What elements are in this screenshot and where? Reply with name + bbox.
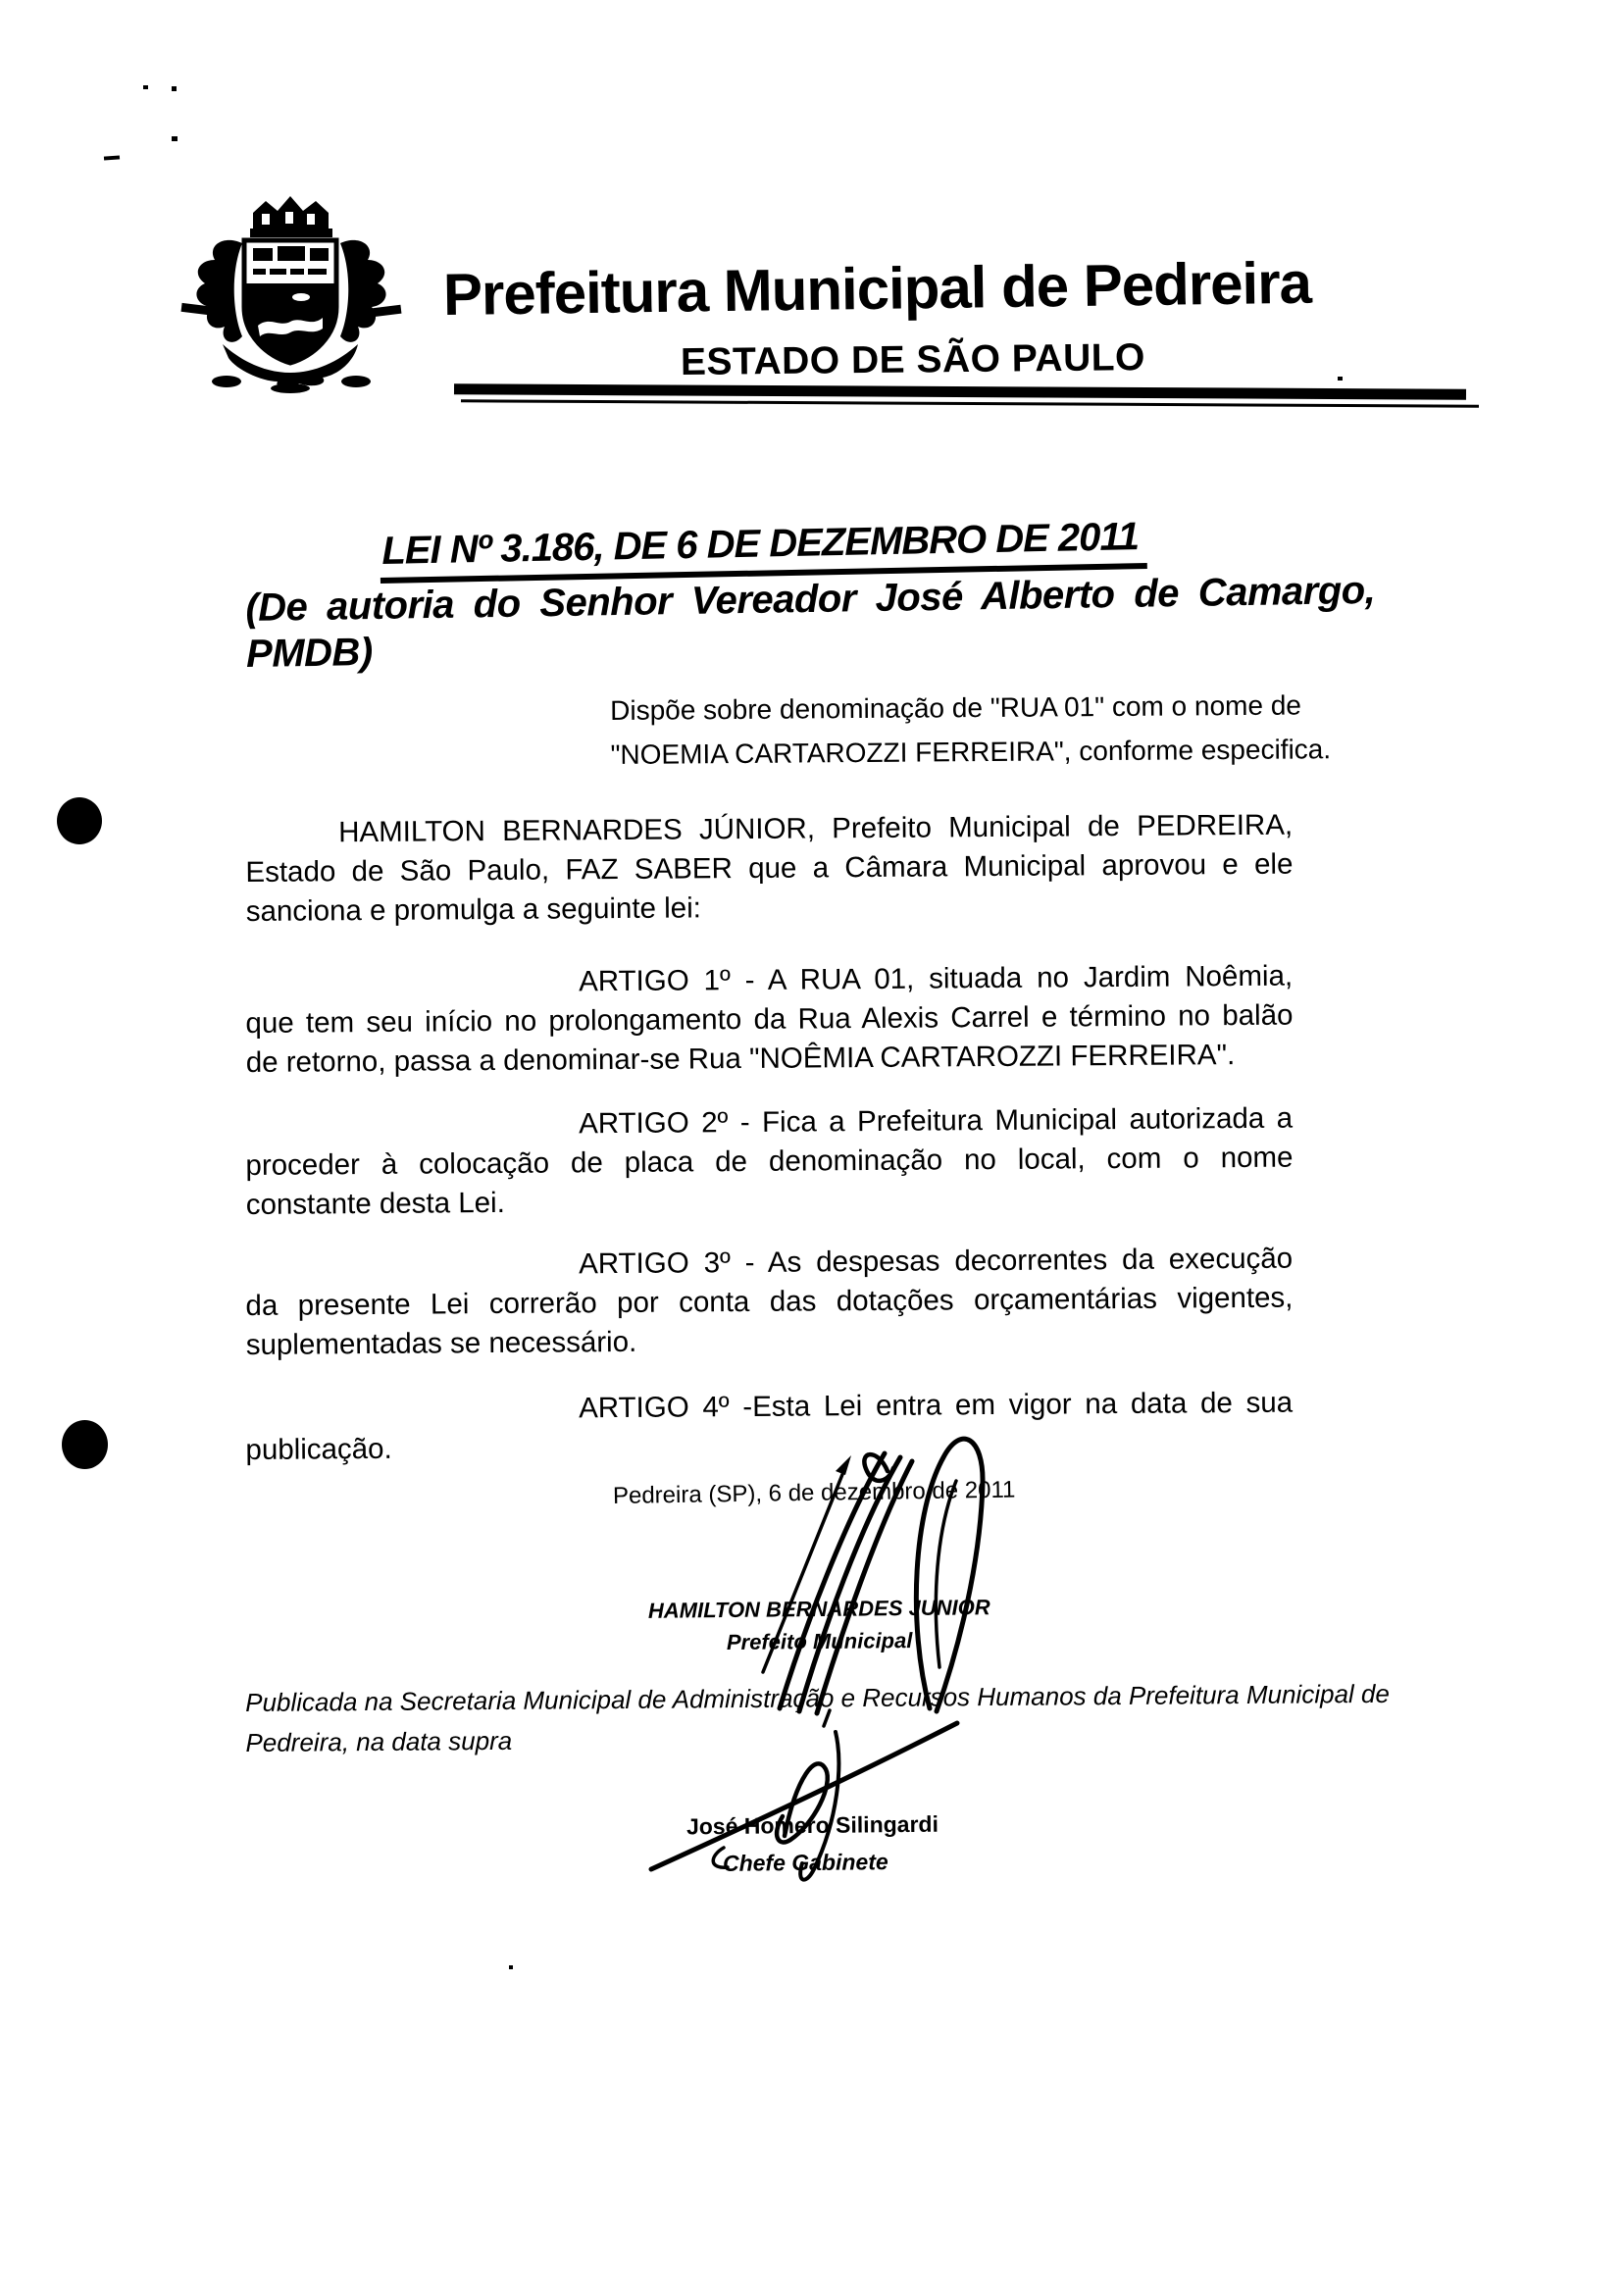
text-line: de retorno, passa a denominar-se Rua "NOÊMIA CARTAROZZI FERREIRA".	[245, 1039, 1236, 1079]
text-line: constante desta Lei.	[245, 1186, 505, 1221]
hole-punch-mark	[57, 797, 102, 844]
paragraph-artigo-4	[245, 1384, 1294, 1470]
text-line: proceder à colocação de placa de denominação no local, com o nome	[245, 1141, 1294, 1182]
scan-speck	[104, 155, 120, 160]
scan-speck	[172, 86, 177, 91]
page-title: Prefeitura Municipal de Pedreira	[442, 249, 1312, 328]
hole-punch-mark	[62, 1420, 108, 1469]
scan-speck	[143, 85, 148, 89]
paragraph-authorship	[245, 568, 1376, 678]
text-line: "NOEMIA CARTAROZZI FERREIRA", conforme especifica.	[610, 734, 1332, 770]
text-line: ARTIGO 1º - A RUA 01, situada no Jardim Noêmia,	[579, 959, 1294, 998]
text-line: Estado de São Paulo, FAZ SABER que a Câmara Municipal aprovou e ele	[245, 847, 1294, 889]
text-line: Pedreira, na data supra	[245, 1725, 513, 1757]
text-line: (De autoria do Senhor Vereador José Alberto de Camargo,	[245, 568, 1376, 630]
dateline: Pedreira (SP), 6 de dezembro de 2011	[612, 1476, 1016, 1509]
paragraph-publication	[245, 1674, 1390, 1763]
paragraph-artigo-3	[245, 1240, 1294, 1365]
paragraph-preamble	[245, 806, 1294, 932]
chief-role: Chefe Gabinete	[722, 1849, 888, 1876]
header-rule-thick	[454, 383, 1466, 399]
text-line: ARTIGO 3º - As despesas decorrentes da execução	[579, 1242, 1294, 1281]
prefect-signature-icon	[726, 1424, 1020, 1718]
text-line: publicação.	[245, 1432, 392, 1466]
text-line: Publicada na Secretaria Municipal de Administração e Recursos Humanos da Prefeitura Municipal de	[245, 1678, 1390, 1717]
text-line: Dispõe sobre denominação de "RUA 01" com o nome de	[610, 689, 1302, 726]
text-line: ARTIGO 2º - Fica a Prefeitura Municipal autorizada a	[579, 1101, 1294, 1141]
text-line: HAMILTON BERNARDES JÚNIOR, Prefeito Municipal de PEDREIRA,	[338, 808, 1294, 849]
law-title: LEI Nº 3.186, DE 6 DE DEZEMBRO DE 2011	[380, 515, 1147, 584]
text-line: da presente Lei correrão por conta das dotações orçamentárias vigentes,	[245, 1281, 1294, 1322]
text-line: sanciona e promulga a seguinte lei:	[245, 891, 702, 928]
scan-speck	[172, 136, 178, 141]
text-line: ARTIGO 4º -Esta Lei entra em vigor na data de sua	[579, 1386, 1294, 1425]
text-line: PMDB)	[245, 630, 374, 676]
scan-speck	[1338, 377, 1343, 381]
paragraph-artigo-2	[245, 1099, 1294, 1225]
municipal-coat-of-arms-icon	[179, 189, 403, 395]
paragraph-ementa	[610, 684, 1332, 777]
header-subtitle: ESTADO DE SÃO PAULO	[680, 336, 1146, 383]
paragraph-artigo-1	[245, 957, 1294, 1083]
prefect-name: HAMILTON BERNARDES JUNIOR	[647, 1595, 990, 1623]
header-rule-thin	[461, 399, 1479, 407]
scan-speck	[509, 1965, 513, 1969]
prefect-role: Prefeito Municipal	[726, 1628, 913, 1654]
chief-name: José Homero Silingardi	[685, 1810, 939, 1840]
text-line: que tem seu início no prolongamento da Rua Alexis Carrel e término no balão	[245, 998, 1294, 1040]
signature-block-prefect	[616, 1595, 1024, 1656]
text-line: suplementadas se necessário.	[245, 1325, 637, 1361]
